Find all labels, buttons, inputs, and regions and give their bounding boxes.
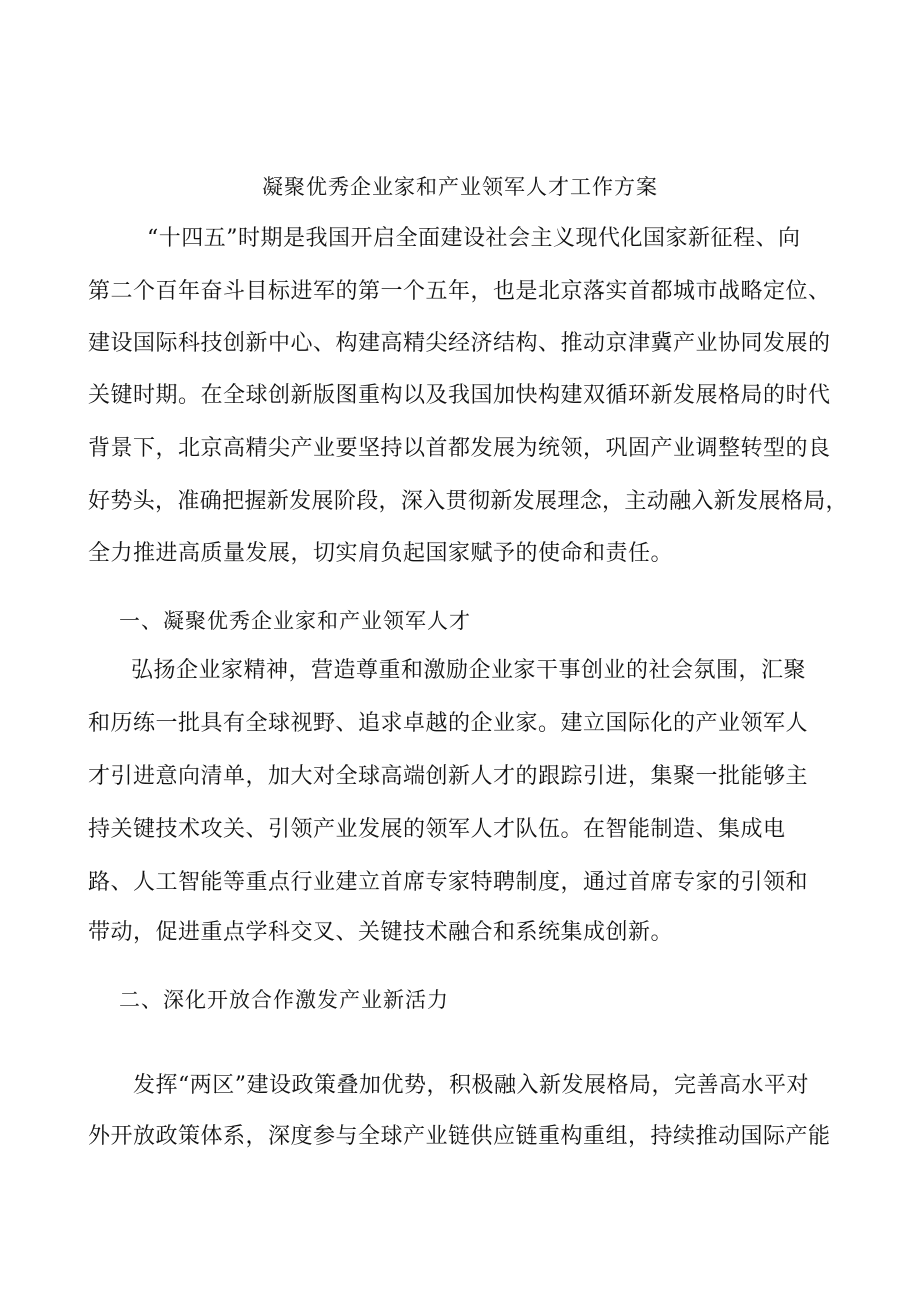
paragraph-line: 带动，促进重点学科交叉、关键技术融合和系统集成创新。 [88, 920, 674, 945]
paragraph-line: 好势头，准确把握新发展阶段，深入贯彻新发展理念，主动融入新发展格局， [88, 489, 848, 514]
section-heading-1: 一、凝聚优秀企业家和产业领军人才 [119, 609, 471, 633]
paragraph-line: 发挥“两区”建设政策叠加优势，积极融入新发展格局，完善高水平对 [133, 1073, 809, 1098]
paragraph-line: 外开放政策体系，深度参与全球产业链供应链重构重组，持续推动国际产能 [88, 1124, 831, 1149]
section-heading-2: 二、深化开放合作激发产业新活力 [119, 988, 449, 1012]
paragraph-line: 才引进意向清单，加大对全球高端创新人才的跟踪引进，集聚一批能够主 [88, 764, 809, 789]
paragraph-line: 建设国际科技创新中心、构建高精尖经济结构、推动京津冀产业协同发展的 [88, 331, 831, 356]
paragraph-line: “十四五”时期是我国开启全面建设社会主义现代化国家新征程、向 [147, 226, 801, 251]
paragraph-line: 背景下，北京高精尖产业要坚持以首都发展为统领，巩固产业调整转型的良 [88, 436, 831, 461]
document-title: 凝聚优秀企业家和产业领军人才工作方案 [262, 175, 658, 199]
paragraph-line: 弘扬企业家精神，营造尊重和激励企业家干事创业的社会氛围，汇聚 [131, 658, 807, 683]
paragraph-line: 路、人工智能等重点行业建立首席专家特聘制度，通过首席专家的引领和 [88, 870, 809, 895]
paragraph-line: 持关键技术攻关、引领产业发展的领军人才队伍。在智能制造、集成电 [88, 817, 786, 842]
paragraph-line: 第二个百年奋斗目标进军的第一个五年，也是北京落实首都城市战略定位、 [88, 279, 831, 304]
paragraph-line: 全力推进高质量发展，切实肩负起国家赋予的使命和责任。 [88, 541, 674, 566]
paragraph-line: 和历练一批具有全球视野、追求卓越的企业家。建立国际化的产业领军人 [88, 711, 809, 736]
paragraph-line: 关键时期。在全球创新版图重构以及我国加快构建双循环新发展格局的时代 [88, 383, 831, 408]
